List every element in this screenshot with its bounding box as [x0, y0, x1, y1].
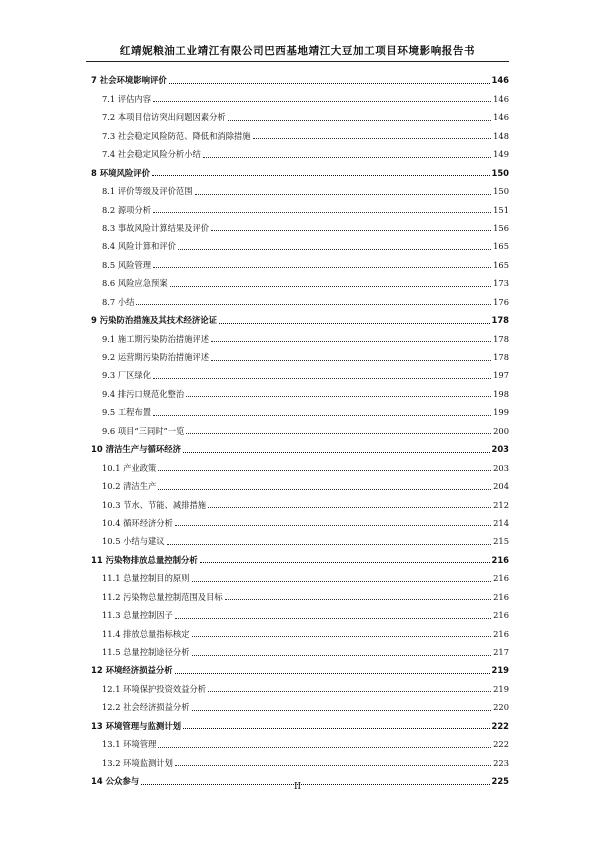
toc-chapter-entry[interactable] — [91, 68, 509, 86]
toc-entry-page: 219 — [491, 665, 509, 676]
toc-entry-label: 9.2 运营期污染防治措施评述 — [102, 352, 210, 362]
toc-chapter-entry[interactable] — [91, 713, 509, 731]
toc-entry-label: 11.1 总量控制目的原则 — [102, 573, 190, 584]
toc-entry-label: 10 清洁生产与循环经济 — [91, 444, 181, 455]
toc-entry-label: 9.1 施工期污染防治措施评述 — [102, 333, 210, 344]
toc-dot-leader — [211, 230, 491, 231]
toc-dot-leader — [195, 194, 492, 195]
toc-entry-page: 216 — [491, 554, 509, 565]
toc-dot-leader — [211, 341, 491, 342]
toc-dot-leader — [192, 636, 492, 637]
toc-chapter-entry[interactable] — [91, 437, 509, 455]
toc-entry-page: 178 — [493, 352, 509, 362]
toc-entry-page: 203 — [493, 462, 509, 473]
toc-section-entry[interactable] — [91, 142, 509, 160]
toc-chapter-entry[interactable] — [91, 658, 509, 676]
toc-section-entry[interactable] — [91, 381, 509, 399]
toc-section-entry[interactable] — [91, 86, 509, 104]
toc-section-entry[interactable] — [91, 179, 509, 197]
toc-entry-label: 10.4 循环经济分析 — [102, 517, 173, 528]
toc-section-entry[interactable] — [91, 603, 509, 621]
toc-section-entry[interactable] — [91, 271, 509, 289]
toc-section-entry[interactable] — [91, 123, 509, 141]
header-rule — [86, 61, 509, 62]
toc-dot-leader — [153, 378, 491, 379]
toc-dot-leader — [136, 304, 491, 305]
toc-section-entry[interactable] — [91, 474, 509, 492]
toc-entry-page: 225 — [491, 776, 509, 787]
toc-entry-page: 146 — [493, 93, 509, 104]
toc-entry-page: 216 — [493, 610, 509, 621]
toc-dot-leader — [153, 267, 491, 268]
toc-dot-leader — [153, 101, 491, 102]
toc-section-entry[interactable] — [91, 529, 509, 547]
toc-entry-page: 165 — [493, 259, 509, 270]
toc-section-entry[interactable] — [91, 676, 509, 694]
toc-entry-label: 10.2 清洁生产 — [102, 481, 157, 492]
toc-dot-leader — [167, 544, 492, 545]
toc-entry-page: 165 — [493, 241, 509, 252]
toc-section-entry[interactable] — [91, 363, 509, 381]
page-header: 红靖妮粮油工业靖江有限公司巴西基地靖江大豆加工项目环境影响报告书 — [119, 45, 476, 57]
toc-dot-leader — [169, 83, 490, 84]
toc-chapter-entry[interactable] — [91, 308, 509, 326]
page-number: II — [293, 782, 302, 792]
toc-dot-leader — [200, 562, 490, 563]
toc-section-entry[interactable] — [91, 621, 509, 639]
toc-entry-page: 222 — [491, 720, 509, 731]
toc-entry-label: 12.2 社会经济损益分析 — [102, 702, 190, 713]
toc-entry-page: 176 — [493, 296, 509, 307]
toc-chapter-entry[interactable] — [91, 160, 509, 178]
toc-entry-page: 148 — [493, 130, 509, 141]
toc-entry-label: 9.6 项目“三同时”一览 — [102, 425, 185, 436]
toc-dot-leader — [158, 747, 491, 748]
toc-dot-leader — [203, 157, 491, 158]
toc-entry-label: 14 公众参与 — [91, 776, 140, 787]
toc-entry-label: 8 环境风险评价 — [91, 167, 150, 178]
toc-entry-label: 9.5 工程布置 — [102, 407, 152, 418]
toc-dot-leader — [228, 120, 491, 121]
toc-dot-leader — [192, 655, 492, 656]
toc-entry-label: 13 环境管理与监测计划 — [91, 720, 181, 731]
toc-entry-label: 10.5 小结与建议 — [102, 536, 165, 547]
toc-entry-page: 151 — [493, 204, 509, 215]
toc-dot-leader — [253, 138, 492, 139]
toc-entry-label: 7.1 评估内容 — [102, 93, 152, 104]
toc-entry-page: 146 — [491, 75, 509, 86]
toc-dot-leader — [225, 599, 491, 600]
toc-section-entry[interactable] — [91, 492, 509, 510]
toc-section-entry[interactable] — [91, 750, 509, 768]
toc-section-entry[interactable] — [91, 326, 509, 344]
toc-entry-page: 212 — [493, 499, 509, 510]
toc-section-entry[interactable] — [91, 566, 509, 584]
toc-dot-leader — [186, 396, 491, 397]
toc-section-entry[interactable] — [91, 584, 509, 602]
toc-entry-label: 8.4 风险计算和评价 — [102, 241, 176, 252]
toc-dot-leader — [158, 489, 491, 490]
toc-entry-page: 149 — [493, 149, 509, 160]
toc-entry-page: 214 — [493, 517, 509, 528]
toc-dot-leader — [211, 360, 491, 361]
toc-dot-leader — [175, 525, 491, 526]
toc-entry-label: 8.6 风险应急预案 — [102, 278, 168, 289]
toc-entry-label: 7.4 社会稳定风险分析小结 — [102, 149, 201, 160]
toc-entry-page: 150 — [491, 167, 509, 178]
toc-dot-leader — [175, 673, 490, 674]
toc-entry-page: 215 — [493, 536, 509, 547]
toc-section-entry[interactable] — [91, 455, 509, 473]
toc-entry-page: 198 — [493, 388, 509, 399]
toc-entry-page: 220 — [493, 702, 509, 713]
toc-section-entry[interactable] — [91, 511, 509, 529]
toc-entry-page: 216 — [493, 628, 509, 639]
toc-entry-page: 178 — [491, 315, 509, 326]
toc-entry-label: 8.7 小结 — [102, 296, 135, 307]
toc-entry-label: 11 污染物排放总量控制分析 — [91, 554, 198, 565]
toc-dot-leader — [186, 433, 491, 434]
toc-entry-label: 8.5 风险管理 — [102, 259, 152, 270]
toc-dot-leader — [219, 323, 490, 324]
toc-entry-label: 12.1 环境保护投资效益分析 — [102, 683, 207, 694]
toc-dot-leader — [192, 581, 492, 582]
toc-section-entry[interactable] — [91, 732, 509, 750]
toc-entry-label: 8.1 评价等级及评价范围 — [102, 186, 193, 197]
toc-section-entry[interactable] — [91, 216, 509, 234]
toc-entry-label: 9.3 厂区绿化 — [102, 370, 152, 381]
toc-entry-label: 8.2 源项分析 — [102, 204, 152, 215]
toc-section-entry[interactable] — [91, 234, 509, 252]
toc-entry-page: 217 — [493, 647, 509, 657]
toc-dot-leader — [208, 507, 491, 508]
toc-entry-label: 13.1 环境管理 — [102, 739, 157, 750]
toc-entry-label: 7.2 本项目信访突出问题因素分析 — [102, 112, 226, 123]
toc-dot-leader — [175, 618, 491, 619]
toc-entry-page: 216 — [493, 573, 509, 584]
toc-entry-page: 197 — [493, 370, 509, 381]
toc-section-entry[interactable] — [91, 400, 509, 418]
toc-entry-label: 11.5 总量控制途径分析 — [102, 647, 190, 657]
toc-section-entry[interactable] — [91, 345, 509, 363]
toc-entry-label: 10.1 产业政策 — [102, 462, 157, 473]
toc-dot-leader — [208, 691, 491, 692]
toc-entry-label: 12 环境经济损益分析 — [91, 665, 173, 676]
toc-entry-label: 7.3 社会稳定风险防范、降低和消除措施 — [102, 130, 251, 141]
toc-section-entry[interactable] — [91, 695, 509, 713]
toc-section-entry[interactable] — [91, 289, 509, 307]
toc-entry-page: 216 — [493, 591, 509, 602]
toc-entry-page: 219 — [493, 683, 509, 694]
toc-entry-page: 203 — [491, 444, 509, 455]
toc-dot-leader — [152, 175, 490, 176]
toc-entry-label: 7 社会环境影响评价 — [91, 75, 167, 86]
toc-entry-page: 146 — [493, 112, 509, 123]
toc-entry-label: 11.2 污染物总量控制范围及目标 — [102, 591, 223, 602]
toc-entry-label: 9.4 排污口规范化整治 — [102, 388, 185, 399]
toc-entry-page: 199 — [493, 407, 509, 418]
toc-entry-label: 8.3 事故风险计算结果及评价 — [102, 222, 210, 233]
toc-entry-page: 204 — [493, 481, 509, 492]
toc-entry-page: 173 — [493, 278, 509, 289]
toc-dot-leader — [153, 212, 491, 213]
toc-entry-page: 178 — [493, 333, 509, 344]
toc-entry-page: 156 — [493, 222, 509, 233]
toc-section-entry[interactable] — [91, 105, 509, 123]
toc-section-entry[interactable] — [91, 252, 509, 270]
toc-dot-leader — [183, 728, 490, 729]
toc-entry-label: 11.3 总量控制因子 — [102, 610, 173, 621]
toc-dot-leader — [153, 415, 491, 416]
toc-entry-page: 200 — [493, 425, 509, 436]
toc-dot-leader — [192, 710, 492, 711]
toc-chapter-entry[interactable] — [91, 547, 509, 565]
toc-entry-page: 223 — [493, 757, 509, 768]
toc-dot-leader — [158, 470, 491, 471]
toc-entry-label: 11.4 排放总量指标核定 — [102, 628, 190, 639]
toc-dot-leader — [175, 765, 491, 766]
table-of-contents — [91, 68, 509, 787]
toc-dot-leader — [178, 249, 491, 250]
toc-entry-label: 9 污染防治措施及其技术经济论证 — [91, 315, 217, 326]
toc-section-entry[interactable] — [91, 197, 509, 215]
toc-section-entry[interactable] — [91, 418, 509, 436]
toc-dot-leader — [170, 286, 492, 287]
toc-section-entry[interactable] — [91, 640, 509, 658]
toc-dot-leader — [183, 452, 490, 453]
toc-entry-label: 10.3 节水、节能、减排措施 — [102, 499, 207, 510]
toc-entry-page: 150 — [493, 186, 509, 197]
toc-entry-label: 13.2 环境监测计划 — [102, 757, 173, 768]
toc-entry-page: 222 — [493, 739, 509, 750]
